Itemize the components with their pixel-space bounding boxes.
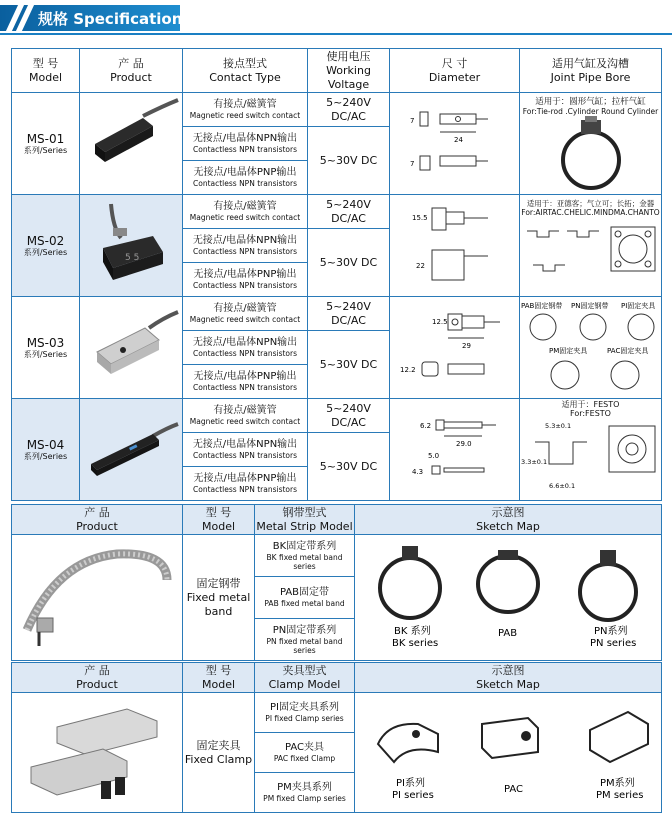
metal-band-table: [11, 504, 662, 661]
svg-text:PN series: PN series: [590, 637, 637, 649]
voltage-ac: 5~240V DC/AC: [308, 297, 390, 331]
ms04-dimension-svg: [392, 402, 518, 498]
joint-pipe-cell: [520, 297, 662, 399]
svg-text:PAB: PAB: [498, 627, 518, 639]
table-row: [12, 297, 662, 331]
voltage-dc: 5~30V DC: [308, 229, 390, 297]
round-cylinder-icon: [545, 116, 637, 192]
sensor-ms03-image: [83, 300, 179, 396]
col-joint-pipe: 适用气缸及沟槽 Joint Pipe Bore: [520, 49, 662, 93]
clamp-options-icon: [521, 299, 661, 397]
ms01-dimension-svg: [392, 96, 518, 192]
product-image: [80, 297, 183, 399]
svg-text:5.0: 5.0: [427, 451, 439, 460]
contact-reed: 有接点/磁簧管 Magnetic reed switch contact: [183, 399, 308, 433]
svg-text:BK 系列: BK 系列: [394, 625, 431, 637]
col-product: 产 品 Product: [80, 49, 183, 93]
svg-text:PN系列: PN系列: [594, 625, 628, 637]
contact-pnp: 无接点/电晶体PNP输出 Contactless NPN transistors: [183, 467, 308, 501]
band-item-pn: PN固定带系列 PN fixed metal band series: [255, 619, 355, 661]
svg-text:PM系列: PM系列: [600, 777, 635, 789]
ms03-dimension-svg: [392, 300, 518, 396]
joint-pipe-cell: 适用于：FESTO For:FESTO 5.3±0.1 3.3±0.1 6.6±0.1: [520, 399, 662, 501]
contact-reed: 有接点/磁簧管 Magnetic reed switch contact: [183, 297, 308, 331]
svg-text:22: 22: [415, 261, 425, 270]
contact-pnp: 无接点/电晶体PNP输出 Contactless NPN transistors: [183, 263, 308, 297]
col-model: 型 号 Model: [12, 49, 80, 93]
festo-groove-icon: [521, 418, 661, 500]
svg-text:6.6±0.1: 6.6±0.1: [548, 481, 575, 490]
band-sketch-svg: [358, 536, 658, 660]
product-image: [80, 93, 183, 195]
svg-text:15.5: 15.5: [411, 213, 428, 222]
col-clamp-model: 夹具型式 Clamp Model: [255, 663, 355, 693]
contact-pnp: 无接点/电晶体PNP输出 Contactless NPN transistors: [183, 365, 308, 399]
clamp-item-pi: PI固定夹具系列 PI fixed Clamp series: [255, 693, 355, 733]
contact-npn: 无接点/电晶体NPN输出 Contactless NPN transistors: [183, 127, 308, 161]
sensor-ms04-image: [83, 402, 179, 498]
model-cell: MS-04 系列/Series: [12, 399, 80, 501]
voltage-ac: 5~240V DC/AC: [308, 93, 390, 127]
spec-table: [11, 48, 662, 501]
contact-npn: 无接点/电晶体NPN输出 Contactless NPN transistors: [183, 331, 308, 365]
table-row: [12, 93, 662, 127]
col-diameter: 尺 寸 Diameter: [390, 49, 520, 93]
contact-npn: 无接点/电晶体NPN输出 Contactless NPN transistors: [183, 229, 308, 263]
contact-reed: 有接点/磁簧管 Magnetic reed switch contact: [183, 195, 308, 229]
voltage-ac: 5~240V DC/AC: [308, 195, 390, 229]
dimension-drawing: [390, 297, 520, 399]
band-item-pab: PAB固定带 PAB fixed metal band: [255, 577, 355, 619]
dimension-drawing: [390, 195, 520, 297]
svg-text:PI固定夹具: PI固定夹具: [620, 301, 655, 310]
band-header-row: [12, 505, 662, 535]
svg-text:PI系列: PI系列: [396, 777, 425, 789]
voltage-ac: 5~240V DC/AC: [308, 399, 390, 433]
svg-text:5.3±0.1: 5.3±0.1: [544, 421, 571, 430]
svg-text:PAC固定夹具: PAC固定夹具: [606, 346, 648, 355]
svg-text:3.3±0.1: 3.3±0.1: [520, 457, 547, 466]
model-cell: MS-03 系列/Series: [12, 297, 80, 399]
product-image: [12, 535, 183, 661]
table-row: [12, 693, 662, 733]
clamp-table: [11, 662, 662, 813]
metal-band-image: [17, 540, 177, 656]
svg-text:7: 7: [409, 159, 414, 168]
model-cell: MS-01 系列/Series: [12, 93, 80, 195]
svg-text:12.2: 12.2: [399, 365, 416, 374]
svg-text:PAC: PAC: [504, 783, 524, 795]
groove-profile-icon: [523, 217, 659, 293]
col-contact-type: 接点型式 Contact Type: [183, 49, 308, 93]
contact-pnp: 无接点/电晶体PNP输出 Contactless NPN transistors: [183, 161, 308, 195]
clamp-product-image: [17, 697, 177, 809]
svg-text:PN固定钢带: PN固定钢带: [570, 301, 608, 310]
col-sketch: 示意图 Sketch Map: [355, 663, 662, 693]
joint-pipe-cell: 适用于：圆形气缸；拉杆气缸 For:Tie-rod .Cylinder Round Cylinder: [520, 93, 662, 195]
contact-reed: 有接点/磁簧管 Magnetic reed switch contact: [183, 93, 308, 127]
svg-text:29.0: 29.0: [455, 439, 472, 448]
spec-header-row: [12, 49, 662, 93]
svg-text:29: 29: [461, 341, 471, 350]
col-model: 型 号 Model: [183, 663, 255, 693]
clamp-model-cell: 固定夹具 Fixed Clamp: [183, 693, 255, 813]
col-product: 产 品 Product: [12, 663, 183, 693]
svg-text:6.2: 6.2: [419, 421, 431, 430]
product-image: [80, 195, 183, 297]
header-divider: [0, 33, 672, 35]
svg-text:PM series: PM series: [596, 789, 644, 801]
spec-header: [0, 0, 672, 48]
voltage-dc: 5~30V DC: [308, 433, 390, 501]
table-row: [12, 535, 662, 577]
clamp-header-row: [12, 663, 662, 693]
contact-npn: 无接点/电晶体NPN输出 Contactless NPN transistors: [183, 433, 308, 467]
model-cell: MS-02 系列/Series: [12, 195, 80, 297]
dimension-drawing: [390, 399, 520, 501]
svg-text:5 5: 5 5: [125, 252, 140, 263]
svg-text:7: 7: [409, 116, 414, 125]
product-image: [80, 399, 183, 501]
clamp-item-pm: PM夹具系列 PM fixed Clamp series: [255, 773, 355, 813]
svg-text:12.5: 12.5: [431, 317, 448, 326]
band-item-bk: BK固定带系列 BK fixed metal band series: [255, 535, 355, 577]
col-product: 产 品 Product: [12, 505, 183, 535]
svg-text:PM固定夹具: PM固定夹具: [548, 346, 587, 355]
svg-text:PAB固定钢带: PAB固定钢带: [520, 301, 562, 310]
dimension-drawing: [390, 93, 520, 195]
page-title: 规格 Specification: [38, 10, 183, 28]
product-image: [12, 693, 183, 813]
sensor-ms02-image: [83, 198, 179, 294]
voltage-dc: 5~30V DC: [308, 331, 390, 399]
sketch-cell: [355, 693, 662, 813]
col-voltage: 使用电压 Working Voltage: [308, 49, 390, 93]
sensor-ms01-image: [83, 96, 179, 192]
sketch-cell: [355, 535, 662, 661]
svg-text:24: 24: [453, 135, 463, 144]
joint-pipe-cell: 适用于：亚德客；气立可；长拓；金器 For:AIRTAC.CHELIC.MINDMA.CHANTO: [520, 195, 662, 297]
table-row: [12, 195, 662, 229]
col-model: 型 号 Model: [183, 505, 255, 535]
svg-text:4.3: 4.3: [411, 467, 423, 476]
clamp-sketch-svg: [358, 694, 658, 812]
table-row: [12, 399, 662, 433]
col-strip-model: 钢带型式 Metal Strip Model: [256, 505, 353, 533]
col-sketch: 示意图 Sketch Map: [355, 505, 662, 535]
clamp-item-pac: PAC夹具 PAC fixed Clamp: [255, 733, 355, 773]
svg-text:BK series: BK series: [392, 637, 439, 649]
svg-text:PI series: PI series: [392, 789, 434, 801]
ms02-dimension-svg: [392, 198, 518, 294]
voltage-dc: 5~30V DC: [308, 127, 390, 195]
band-model-cell: 固定钢带 Fixed metal band: [183, 535, 255, 661]
